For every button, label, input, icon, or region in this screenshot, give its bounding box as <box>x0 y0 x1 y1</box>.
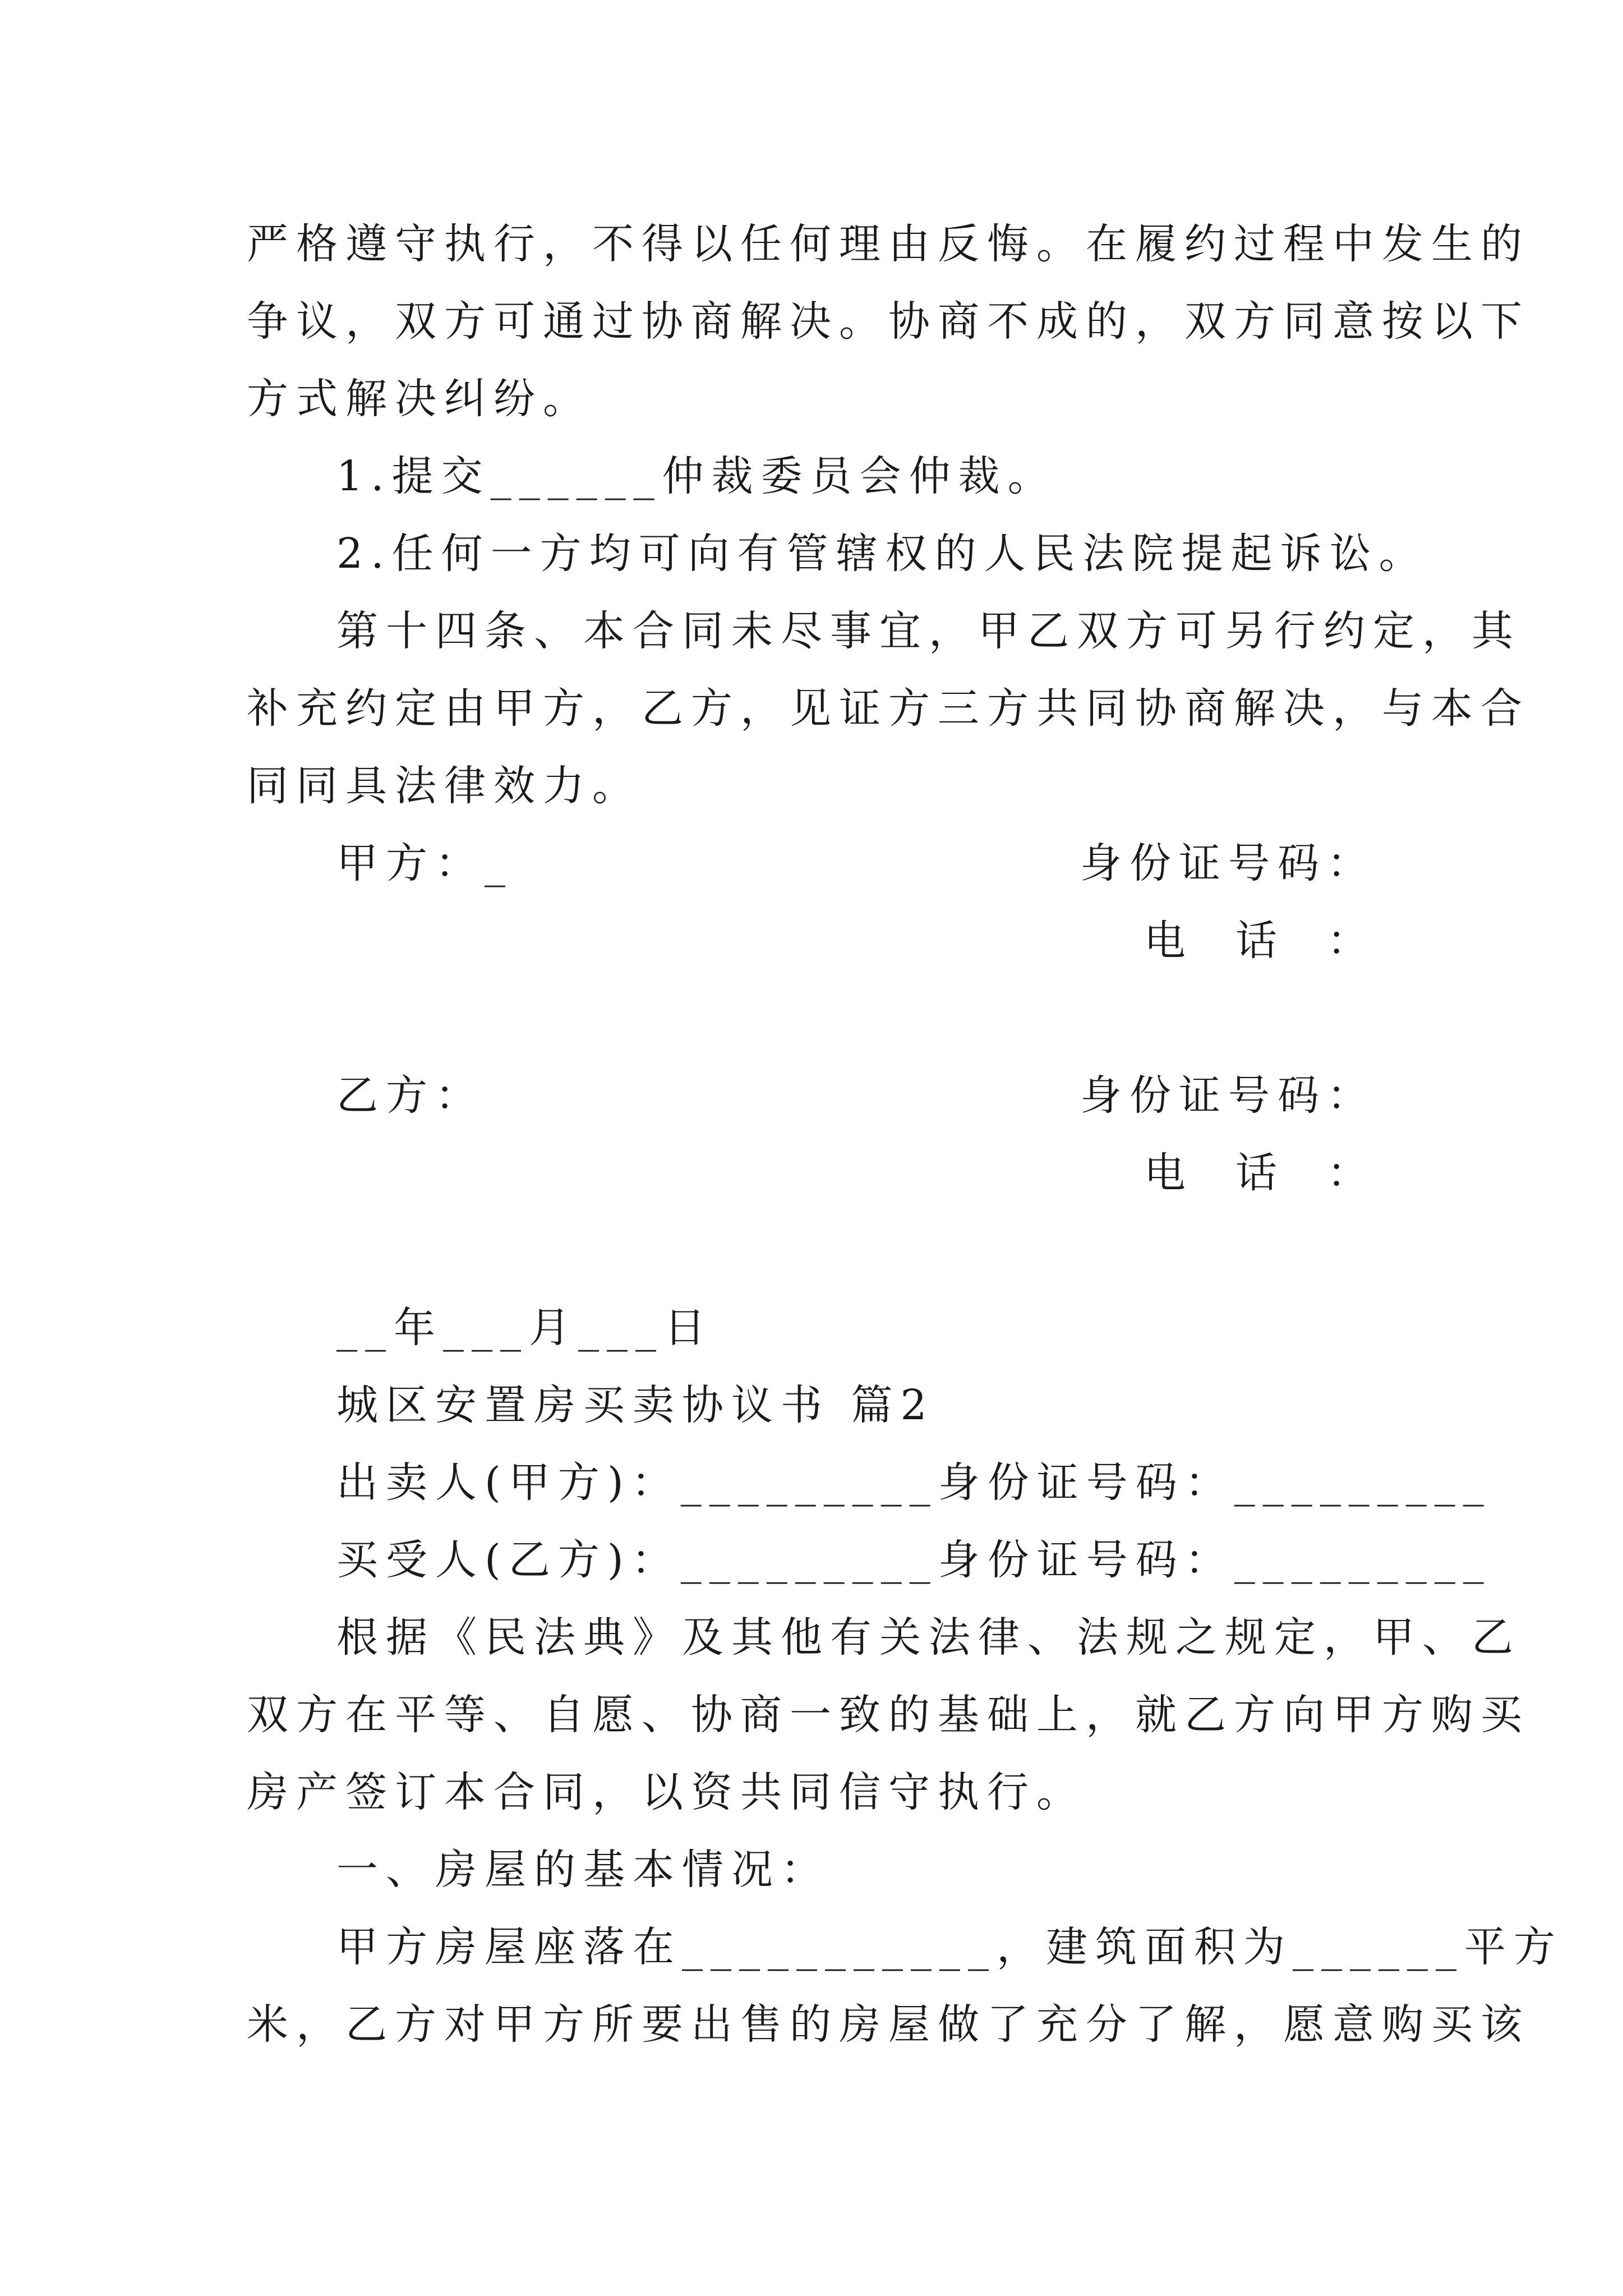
article-14-line-3: 同同具法律效力。 <box>247 762 642 810</box>
article-14-line-1: 第十四条、本合同未尽事宜，甲乙双方可另行约定，其 <box>336 607 1521 655</box>
party-b-phone-label: 电 话 ： <box>1144 1149 1376 1197</box>
party-b-id-label: 身份证号码： <box>1080 1071 1376 1120</box>
paragraph-2-line-1: 甲方房屋座落在___________，建筑面积为______平方 <box>336 1923 1563 1971</box>
seller-line: 出卖人(甲方)：_________身份证号码：_________ <box>336 1458 1492 1507</box>
body-line-3: 方式解决纠纷。 <box>247 375 592 423</box>
party-a-phone-label: 电 话 ： <box>1144 917 1376 965</box>
article-14-line-2: 补充约定由甲方，乙方，见证方三方共同协商解决，与本合 <box>247 684 1530 733</box>
clause-item-1: 1.提交______仲裁委员会仲裁。 <box>336 452 1057 500</box>
body-line-1: 严格遵守执行，不得以任何理由反悔。在履约过程中发生的 <box>247 220 1530 268</box>
paragraph-2-line-2: 米，乙方对甲方所要出售的房屋做了充分了解，愿意购买该 <box>247 2000 1530 2049</box>
party-a-id-label: 身份证号码： <box>1080 839 1376 887</box>
buyer-line: 买受人(乙方)：_________身份证号码：_________ <box>336 1536 1492 1584</box>
section-heading-1: 一、房屋的基本情况： <box>336 1846 830 1894</box>
date-line: __年___月___日 <box>336 1304 713 1352</box>
paragraph-1-line-1: 根据《民法典》及其他有关法律、法规之规定，甲、乙 <box>336 1613 1521 1662</box>
paragraph-1-line-2: 双方在平等、自愿、协商一致的基础上，就乙方向甲方购买 <box>247 1691 1530 1739</box>
section-2-title: 城区安置房买卖协议书 篇2 <box>336 1381 935 1429</box>
clause-item-2: 2.任何一方均可向有管辖权的人民法院提起诉讼。 <box>336 530 1428 578</box>
party-b-label: 乙方： <box>336 1071 485 1120</box>
body-line-2: 争议，双方可通过协商解决。协商不成的，双方同意按以下 <box>247 297 1530 346</box>
party-a-label: 甲方：_ <box>336 839 513 887</box>
paragraph-1-line-3: 房产签订本合同，以资共同信守执行。 <box>247 1768 1086 1816</box>
